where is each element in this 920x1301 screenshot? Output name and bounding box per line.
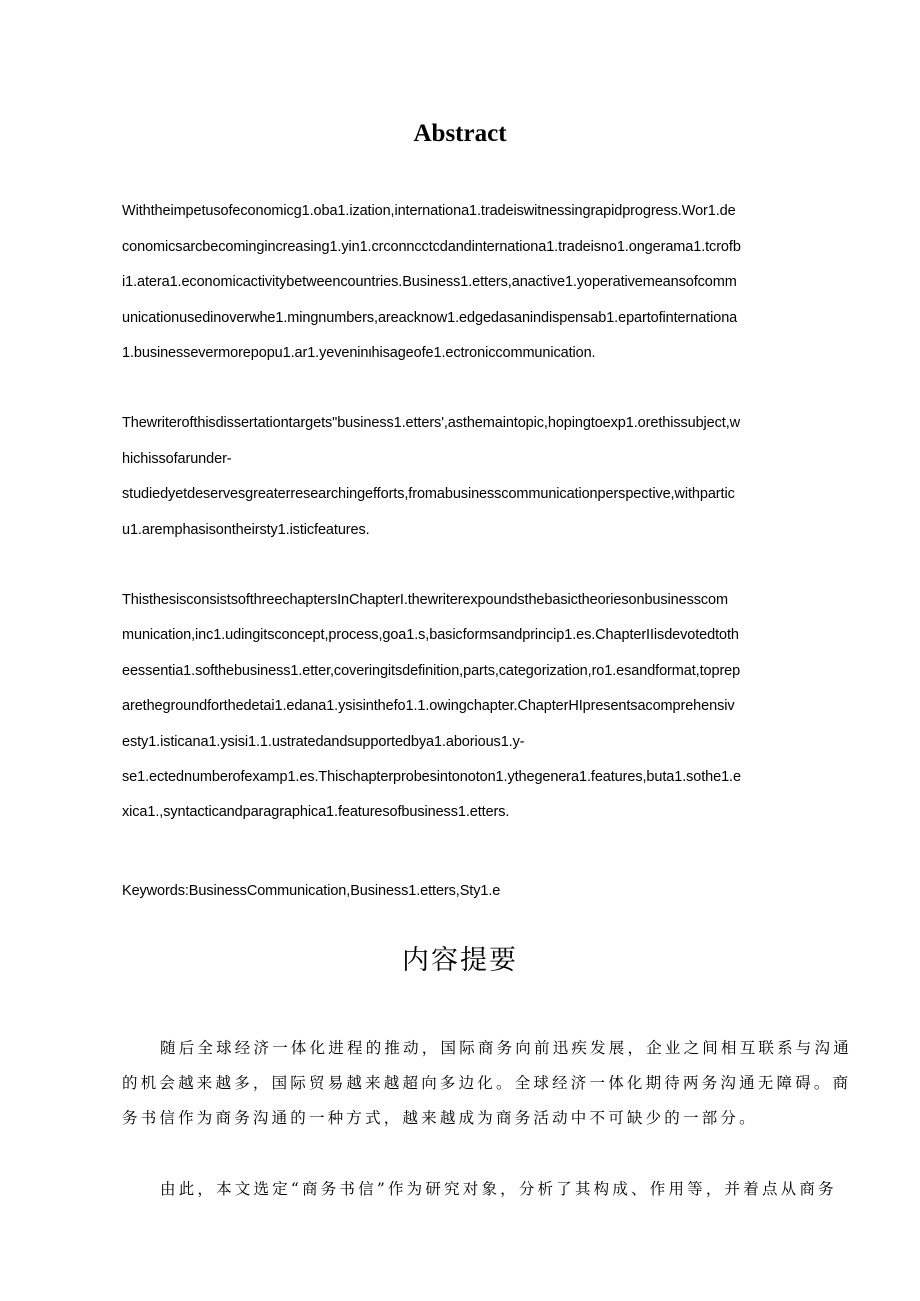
abstract-title: Abstract — [413, 120, 507, 147]
keywords-line: Keywords:BusinessCommunication,Business1.etters,Sty1.e — [122, 883, 501, 899]
summary-cn-line: 由此，本文选定“商务书信”作为研究对象，分析了其构成、作用等，并着点从商务 — [160, 1180, 837, 1198]
abstract-line: arethegroundforthedetai1.edana1.ysisinthefo1.1.owingchapter.ChapterHIpresentsacomprehensiv — [122, 698, 735, 714]
abstract-line: ThisthesisconsistsofthreechaptersInChapterI.thewriterexpoundsthebasictheoriesonbusinesscom — [122, 592, 728, 608]
summary-cn-line: 随后全球经济一体化进程的推动，国际商务向前迅疾发展，企业之间相互联系与沟通 — [160, 1039, 852, 1057]
abstract-line: 1.businessevermorepopu1.ar1.yeveninιhisageofe1.ectroniccommunication. — [122, 345, 596, 361]
abstract-line: xica1.,syntacticandparagraphica1.featuresofbusiness1.etters. — [122, 804, 510, 820]
summary-cn-line: 的机会越来越多，国际贸易越来越超向多边化。全球经济一体化期待两务沟通无障碍。商 — [122, 1074, 852, 1092]
summary-cn-title: 内容提要 — [402, 945, 518, 976]
abstract-line: u1.aremphasisontheirsty1.isticfeatures. — [122, 522, 370, 538]
abstract-line: esty1.isticana1.ysisi1.1.ustratedandsupportedbya1.aborious1.y- — [122, 734, 525, 750]
abstract-line: studiedyetdeservesgreaterresearchingefforts,fromabusinesscommunicationperspective,withpartic — [122, 486, 735, 502]
abstract-line: Withtheimpetusofeconomicg1.oba1.ization,internationa1.tradeiswitnessingrapidprogress.Wor1.de — [122, 203, 736, 219]
abstract-line: munication,inc1.udingitsconcept,process,goa1.s,basicformsandprincip1.es.ChapterIIisdevotedtoth — [122, 627, 739, 643]
abstract-line: hichissofarunder- — [122, 451, 232, 467]
abstract-line: eessentia1.softhebusiness1.etter,coveringitsdefinition,parts,categorization,ro1.esandformat,toprep — [122, 663, 741, 679]
abstract-line: Thewriterofthisdissertationtargets"business1.etters',asthemaintopic,hopingtoexp1.orethissubject,w — [122, 415, 741, 431]
abstract-line: unicationusedinoverwhe1.mingnumbers,areacknow1.edgedasanindispensab1.epartofinternationa — [122, 310, 738, 326]
abstract-line: i1.atera1.economicactivitybetweencountries.Business1.etters,anactive1.yoperativemeansofcomm — [122, 274, 737, 290]
summary-cn-line: 务书信作为商务沟通的一种方式，越来越成为商务活动中不可缺少的一部分。 — [122, 1109, 758, 1127]
abstract-line: conomicsarcbecomingincreasing1.yin1.crconncctcdandinternationa1.tradeisno1.ongerama1.tcrofb — [122, 239, 741, 255]
abstract-line: se1.ectednumberofexamp1.es.Thischapterprobesintonoton1.ythegenera1.features,buta1.sothe1.e — [122, 769, 741, 785]
